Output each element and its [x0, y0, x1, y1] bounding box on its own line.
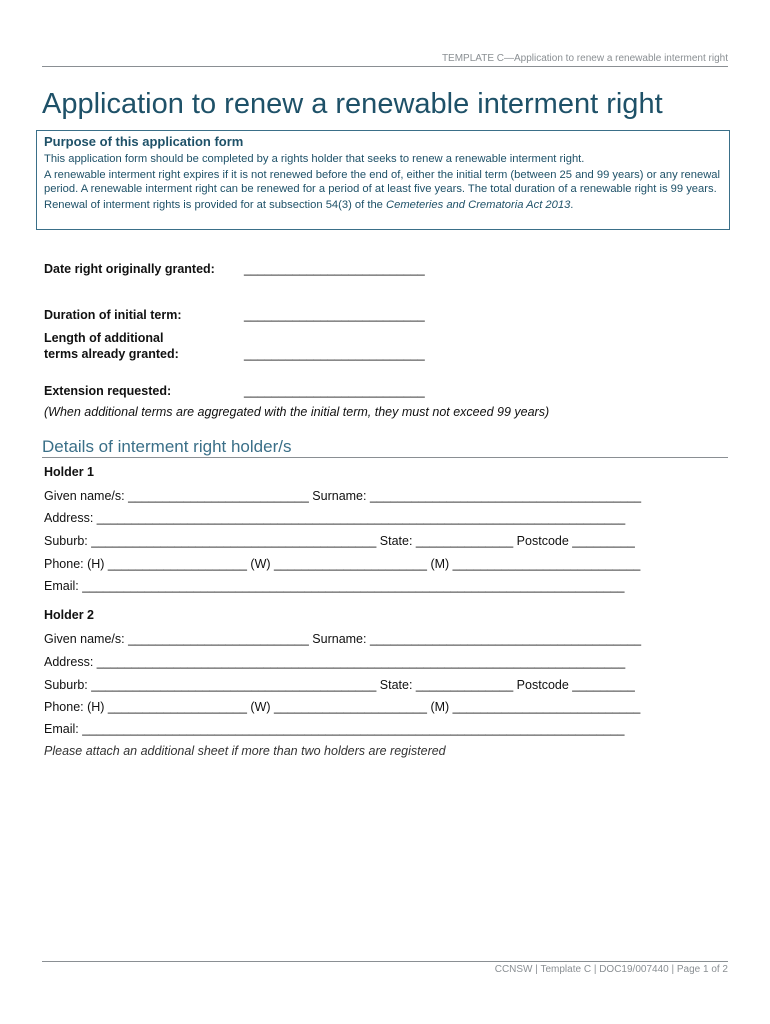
holder-1-given-names: Given name/s: __________________________ Surname: _______________________________________: [44, 489, 642, 503]
aggregation-note: (When additional terms are aggregated with the initial term, they must not exceed 99 years): [44, 405, 550, 419]
act-name: Cemeteries and Crematoria Act 2013: [386, 199, 571, 211]
purpose-paragraph-2: A renewable interment right expires if it is not renewed before the end of, either the initial term (between 25 and 99 years) or any renewal period. A renewable interment right can be renewed for a period of at least five years. The total duration of a renewable right is 99 years.: [44, 169, 720, 195]
holder-1-phone-line[interactable]: [44, 556, 728, 572]
purpose-p3-prefix: Renewal of interment rights is provided for at subsection 54(3) of the: [44, 199, 387, 211]
additional-terms-label-line1: Length of additional: [44, 331, 164, 345]
holder-2-given-names-line[interactable]: [44, 631, 728, 647]
holder-2-address-line[interactable]: [44, 654, 728, 670]
holder-2-suburb: Suburb: _________________________________________ State: ______________ Postcode _________: [44, 678, 635, 692]
holder-1-title: Holder 1: [44, 465, 95, 479]
date-granted-field[interactable]: __________________________: [244, 262, 425, 276]
holder-1-address-line[interactable]: [44, 510, 728, 526]
attach-sheet-note: Please attach an additional sheet if more than two holders are registered: [44, 744, 446, 758]
purpose-heading: Purpose of this application form: [44, 134, 244, 149]
holder-1-address: Address: ____________________________________________________________________________: [44, 511, 626, 525]
date-granted-label: Date right originally granted:: [44, 262, 215, 276]
holder-2-given-names: Given name/s: __________________________ Surname: _______________________________________: [44, 632, 642, 646]
holder-1-suburb-line[interactable]: [44, 533, 728, 549]
initial-term-field[interactable]: __________________________: [244, 308, 425, 322]
details-rule: [42, 457, 728, 458]
initial-term-label: Duration of initial term:: [44, 308, 182, 322]
holder-2-email-line[interactable]: [44, 721, 728, 737]
holder-1-email: Email: ______________________________________________________________________________: [44, 579, 625, 593]
footer-rule: [42, 961, 728, 962]
purpose-paragraph-3: [44, 198, 722, 212]
purpose-p3-suffix: .: [570, 199, 574, 211]
details-heading: Details of interment right holder/s: [42, 437, 292, 456]
holder-1-given-names-line[interactable]: [44, 488, 728, 504]
running-header: TEMPLATE C—Application to renew a renewable interment right: [441, 53, 728, 64]
holder-1-email-line[interactable]: [44, 578, 728, 594]
page-title: Application to renew a renewable interment right: [42, 88, 663, 120]
holder-2-phone-line[interactable]: [44, 699, 728, 715]
holder-1-phone: Phone: (H) ____________________ (W) ______________________ (M) ___________________________: [44, 557, 641, 571]
holder-2-address: Address: ____________________________________________________________________________: [44, 655, 626, 669]
purpose-paragraph-1: This application form should be completed by a rights holder that seeks to renew a renewable interment right.: [44, 153, 585, 165]
holder-1-suburb: Suburb: _________________________________________ State: ______________ Postcode _________: [44, 534, 635, 548]
additional-terms-field[interactable]: __________________________: [244, 347, 425, 361]
holder-2-title: Holder 2: [44, 608, 95, 622]
header-rule: [42, 66, 728, 67]
extension-field[interactable]: __________________________: [244, 384, 425, 398]
page-footer: CCNSW | Template C | DOC19/007440 | Page 1 of 2: [494, 964, 728, 975]
extension-label: Extension requested:: [44, 384, 172, 398]
additional-terms-label-line2: terms already granted:: [44, 347, 179, 361]
purpose-box: [36, 130, 730, 230]
holder-2-suburb-line[interactable]: [44, 677, 728, 693]
holder-2-phone: Phone: (H) ____________________ (W) ______________________ (M) ___________________________: [44, 700, 641, 714]
holder-2-email: Email: ______________________________________________________________________________: [44, 722, 625, 736]
